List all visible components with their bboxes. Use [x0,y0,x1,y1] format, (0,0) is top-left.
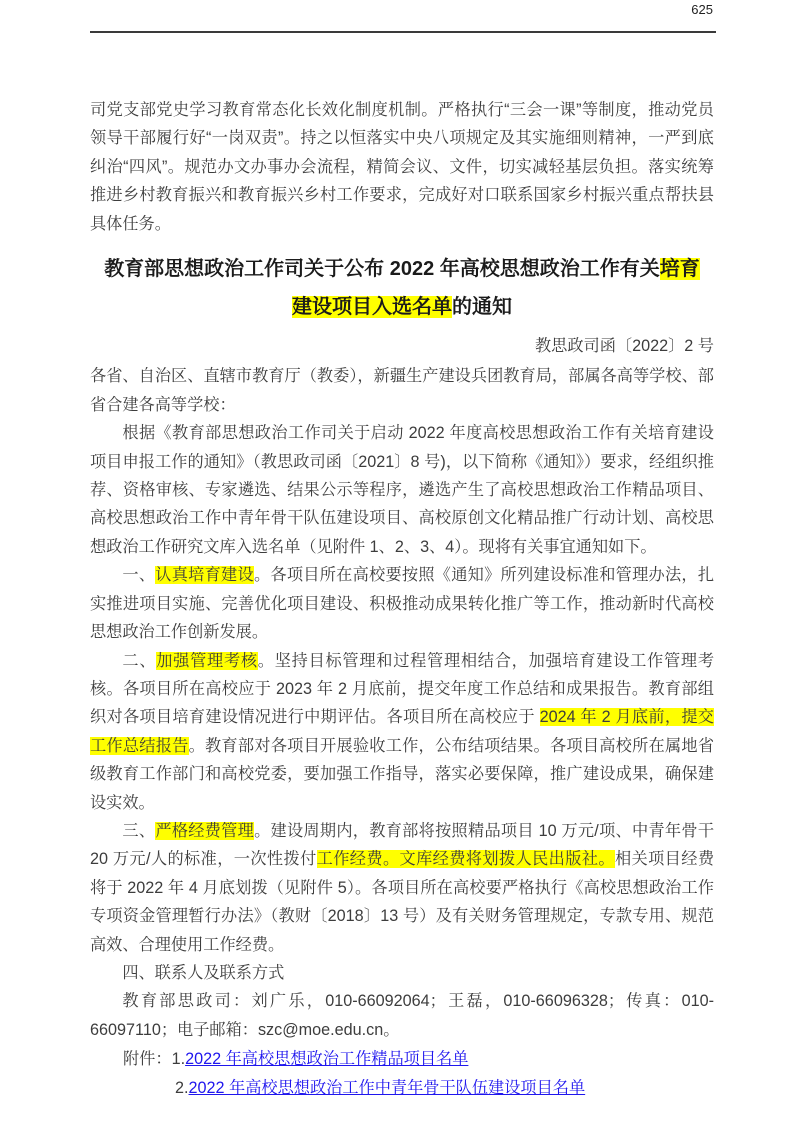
contact-paragraph: 教育部思政司：刘广乐，010-66092064；王磊，010-66096328；传真：010-66097110；电子邮箱：szc@moe.edu.cn。 [90,992,714,1039]
item-2-highlight: 加强管理考核 [156,651,258,670]
attachment-1-number: 1. [171,1050,186,1069]
attachment-2-link[interactable]: 2022 年高校思想政治工作中青年骨干队伍建设项目名单 [188,1078,586,1097]
intro-paragraph: 司党支部党史学习教育常态化长效化制度机制。严格执行“三会一课”等制度，推动党员领导干部履行好“一岗双责”。持之以恒落实中央八项规定及其实施细则精神，一严到底纠治“四风”。规范办文办事办会流程，精简会议、文件，切实减轻基层负担。落实统筹推进乡村教育振兴和教育振兴乡村工作要求，完成好对口联系国家乡村振兴重点帮扶县具体任务。 [90,101,714,233]
item-2-highlight-2: 2024 年 2 月底前，提交工作总结报告 [90,708,714,755]
attachment-line-2 [90,1074,714,1102]
document-body [90,96,714,1102]
item-1-paragraph [90,561,714,646]
item-2-text-a: 。坚持目标管理和过程管理相结合，加强培育建设工作管理考核。各项目所在高校应于 2023 年 2 月底前，提交年度工作总结和成果报告。教育部组织对各项目培育建设情况进行中期评估。各项目所在高校应于 [90,651,715,727]
item-4-heading: 四、联系人及联系方式 [122,963,285,982]
item-3-text-b: 相关项目经费将于 2022 年 4 月底划拨（见附件 5）。各项目所在高校要严格执行《高校思想政治工作专项资金管理暂行办法》（教财〔2018〕13 号）及有关财务管理规定，专款专用、规范高效、合理使用工作经费。 [90,850,715,954]
item-1-highlight: 认真培育建设 [155,566,254,585]
page-number: 625 [691,2,713,17]
item-3-number: 三、 [122,821,156,840]
attachments [90,1045,714,1102]
doc-number: 教思政司函〔2022〕2 号 [534,337,714,356]
basis-paragraph: 根据《教育部思想政治工作司关于启动 2022 年度高校思想政治工作有关培育建设项目申报工作的通知》（教思政司函〔2021〕8 号)，以下简称《通知》）要求，经组织推荐、资格审核、专家遴选、结果公示等程序，遴选产生了高校思想政治工作精品项目、高校思想政治工作中青年骨干队伍建设项目、高校原创文化精品推广行动计划、高校思想政治工作研究文库入选名单（见附件 1、2、3、4）。现将有关事宜通知如下。 [90,424,714,556]
attachment-line-1 [90,1045,714,1073]
title-part2: 的通知 [452,296,512,319]
item-3-highlight: 严格经费管理 [155,821,255,840]
attachment-2-number: 2. [175,1078,189,1097]
item-2-text-b: 。教育部对各项目开展验收工作，公布结项结果。各项目高校所在属地省级教育工作部门和高校党委，要加强工作指导，落实必要保障，推广建设成果，确保建设实效。 [90,736,715,812]
item-3-highlight-2: 工作经费。文库经费将划拨人民出版社。 [316,850,615,869]
title-part1: 教育部思想政治工作司关于公布 2022 年高校思想政治工作有关 [104,258,660,281]
addressee-paragraph: 各省、自治区、直辖市教育厅（教委），新疆生产建设兵团教育局，部属各高等学校、部省合建各高等学校： [90,367,714,414]
item-2-paragraph [90,647,714,817]
attachments-label: 附件： [123,1050,172,1069]
item-2-number: 二、 [122,651,157,670]
notice-title [90,250,714,326]
header-rule [90,31,716,33]
item-3-text-a: 。建设周期内，教育部将按照精品项目 10 万元/项、中青年骨干 20 万元/人的标准，一次性拨付 [90,821,715,869]
item-1-text: 。各项目所在高校要按照《通知》所列建设标准和管理办法，扎实推进项目实施、完善优化项目建设、积极推动成果转化推广等工作，推动新时代高校思想政治工作创新发展。 [90,566,715,642]
attachment-1-link[interactable]: 2022 年高校思想政治工作精品项目名单 [185,1050,469,1069]
item-1-number: 一、 [122,566,156,585]
item-3-paragraph [90,817,714,959]
title-highlight-1: 培育 [659,258,700,281]
title-highlight-2: 建设项目入选名单 [292,296,452,319]
